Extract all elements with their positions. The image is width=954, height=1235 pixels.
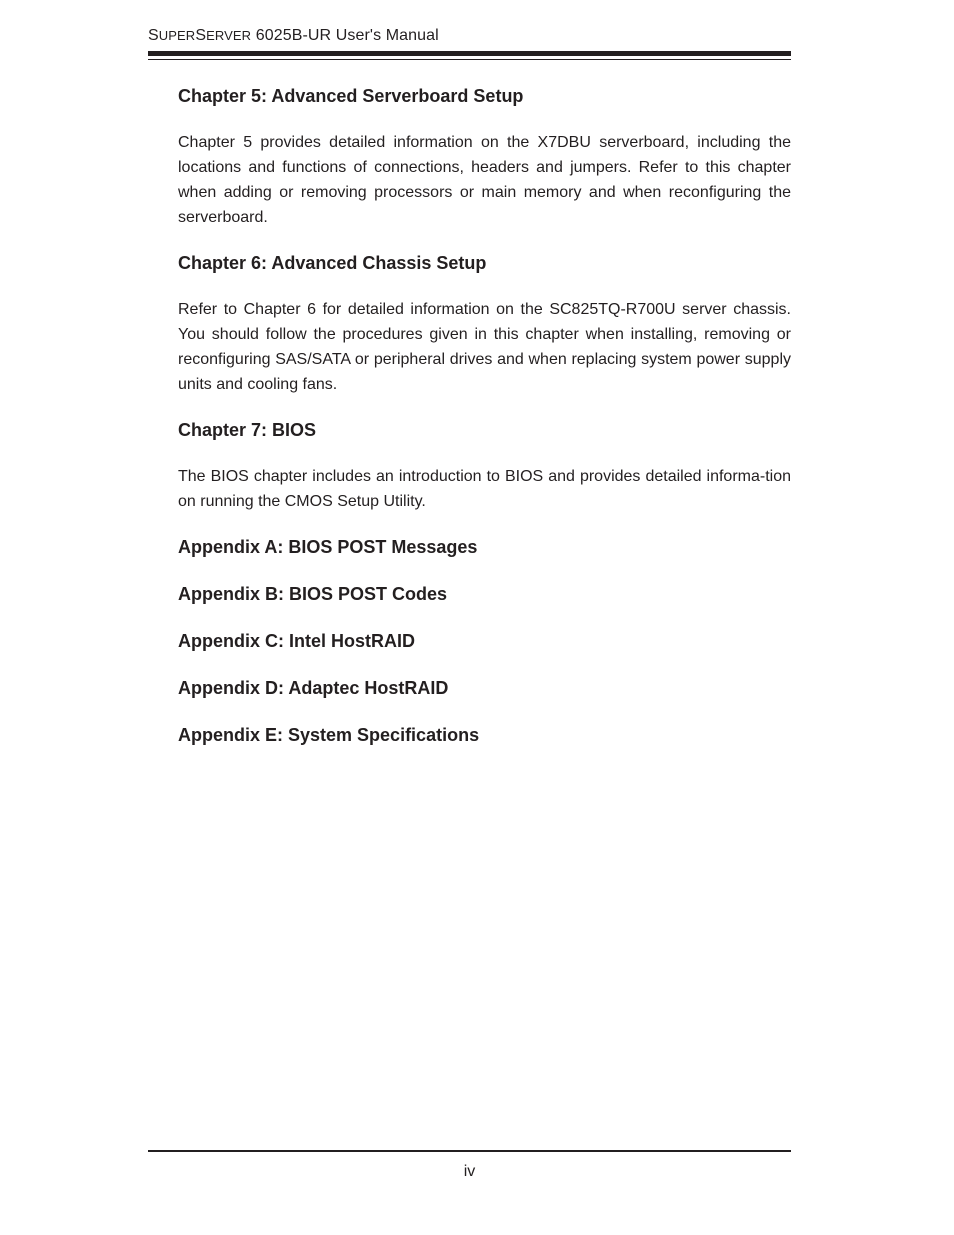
section-body-chapter-6: Refer to Chapter 6 for detailed information on the SC825TQ-R700U server chassis. You should follow the procedures given in this chapter when installing, removing or reconfiguring SAS/SATA or peripheral drives and when replacing system power supply units and cooling fans.	[178, 301, 791, 393]
header-title-smallcaps-2: ERVER	[206, 28, 252, 43]
section-body-chapter-5: Chapter 5 provides detailed information on the X7DBU serverboard, including the locations and functions of connections, headers and jumpers. Refer to this chapter when adding or removing processors or main memory and when reconfiguring the serverboard.	[178, 134, 791, 226]
header-rule-thick	[148, 51, 791, 56]
section-heading-chapter-6: Chapter 6: Advanced Chassis Setup	[178, 253, 487, 273]
section-body-chapter-7: The BIOS chapter includes an introduction to BIOS and provides detailed informa-tion on running the CMOS Setup Utility.	[178, 468, 791, 510]
running-header	[148, 27, 439, 45]
appendix-heading-c: Appendix C: Intel HostRAID	[178, 631, 415, 651]
header-title-tail: 6025B-UR User's Manual	[251, 27, 439, 44]
appendix-heading-b: Appendix B: BIOS POST Codes	[178, 584, 448, 604]
page-number: iv	[463, 1163, 476, 1180]
appendix-heading-a: Appendix A: BIOS POST Messages	[178, 537, 478, 557]
appendix-heading-e: Appendix E: System Specifications	[178, 725, 480, 745]
header-title-smallcaps-1: UPER	[158, 28, 196, 43]
page-content	[178, 84, 791, 747]
appendix-heading-d: Appendix D: Adaptec HostRAID	[178, 678, 449, 698]
section-heading-chapter-7: Chapter 7: BIOS	[178, 420, 317, 440]
header-title-initial-2: S	[195, 27, 207, 44]
header-rule-thin	[148, 59, 791, 60]
footer-rule	[148, 1150, 791, 1152]
section-heading-chapter-5: Chapter 5: Advanced Serverboard Setup	[178, 86, 524, 106]
header-title-initial-1: S	[148, 27, 159, 44]
